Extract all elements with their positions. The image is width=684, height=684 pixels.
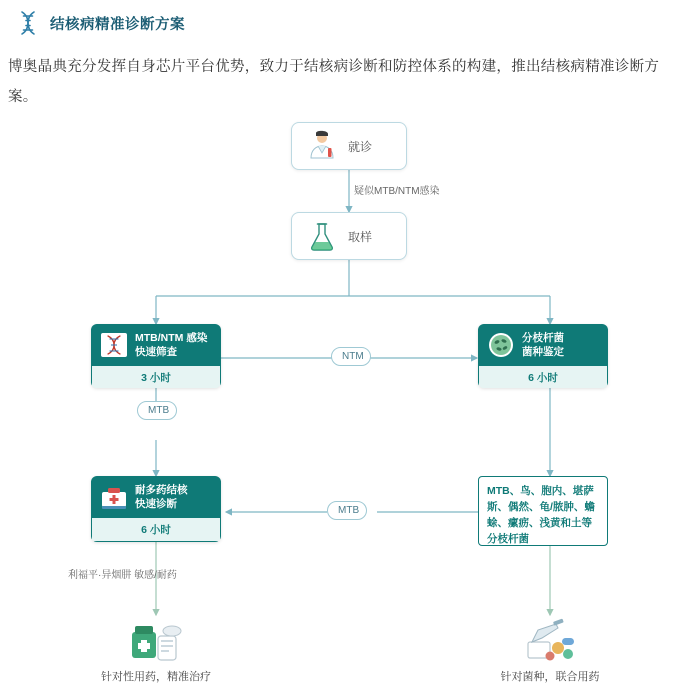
flask-icon (304, 218, 340, 254)
node-screening[interactable] (91, 324, 221, 388)
edge-pill-mtb-left: MTB (137, 401, 177, 420)
node-visit-label: 就诊 (348, 139, 373, 154)
node-screening-title-line2: 快速筛查 (135, 346, 177, 358)
syringe-pills-icon (522, 614, 582, 671)
node-sampling-label: 取样 (348, 229, 373, 244)
node-drug-resistance-title-line1: 耐多药结核 (135, 484, 188, 496)
dna-helix-icon (14, 9, 42, 37)
outcome-left-caption: 针对性用药，精准治疗 (101, 671, 211, 683)
flow-connectors (0, 118, 684, 678)
node-screening-title (135, 331, 207, 359)
page-title: 结核病精准诊断方案 (50, 16, 185, 33)
node-drug-resistance-title (135, 483, 188, 511)
doctor-icon (304, 128, 340, 164)
intro-paragraph: 博奥晶典充分发挥自身芯片平台优势，致力于结核病诊断和防控体系的构建，推出结核病精准诊断方案。 (8, 59, 660, 105)
medicine-icon (99, 482, 129, 512)
node-ntm-species-text: MTB、鸟、胞内、堪萨斯、偶然、龟/脓肿、蟾蜍、瘰疬、浅黄和土等分枝杆菌 (487, 485, 595, 545)
node-identification-header (478, 324, 608, 366)
node-identification-title-line1: 分枝杆菌 (522, 332, 564, 344)
node-screening-duration: 3 小时 (91, 366, 221, 388)
bacteria-icon (486, 330, 516, 360)
node-identification[interactable] (478, 324, 608, 388)
edge-label-drug-list: 利福平·异烟肼 敏感/耐药 (68, 570, 177, 581)
page-header (0, 0, 684, 34)
pills-bottle-icon (128, 614, 188, 671)
flow-diagram (0, 118, 684, 683)
node-ntm-species (478, 476, 608, 546)
node-drug-resistance-title-line2: 快速诊断 (135, 498, 177, 510)
edge-label-suspected: 疑似MTB/NTM感染 (354, 186, 440, 197)
node-drug-resistance-header (91, 476, 221, 518)
node-drug-resistance-duration: 6 小时 (91, 518, 221, 542)
edge-pill-mtb-bottom: MTB (327, 501, 367, 520)
node-visit[interactable] (291, 122, 407, 170)
node-screening-header (91, 324, 221, 366)
node-identification-title (522, 331, 564, 359)
dna-chip-icon (99, 330, 129, 360)
edge-pill-ntm: NTM (331, 347, 371, 366)
node-sampling[interactable] (291, 212, 407, 260)
node-identification-title-line2: 菌种鉴定 (522, 346, 564, 358)
node-screening-title-line1: MTB/NTM 感染 (135, 332, 208, 344)
outcome-right-caption: 针对菌种，联合用药 (500, 671, 600, 683)
node-identification-duration: 6 小时 (478, 366, 608, 388)
node-drug-resistance[interactable] (91, 476, 221, 542)
